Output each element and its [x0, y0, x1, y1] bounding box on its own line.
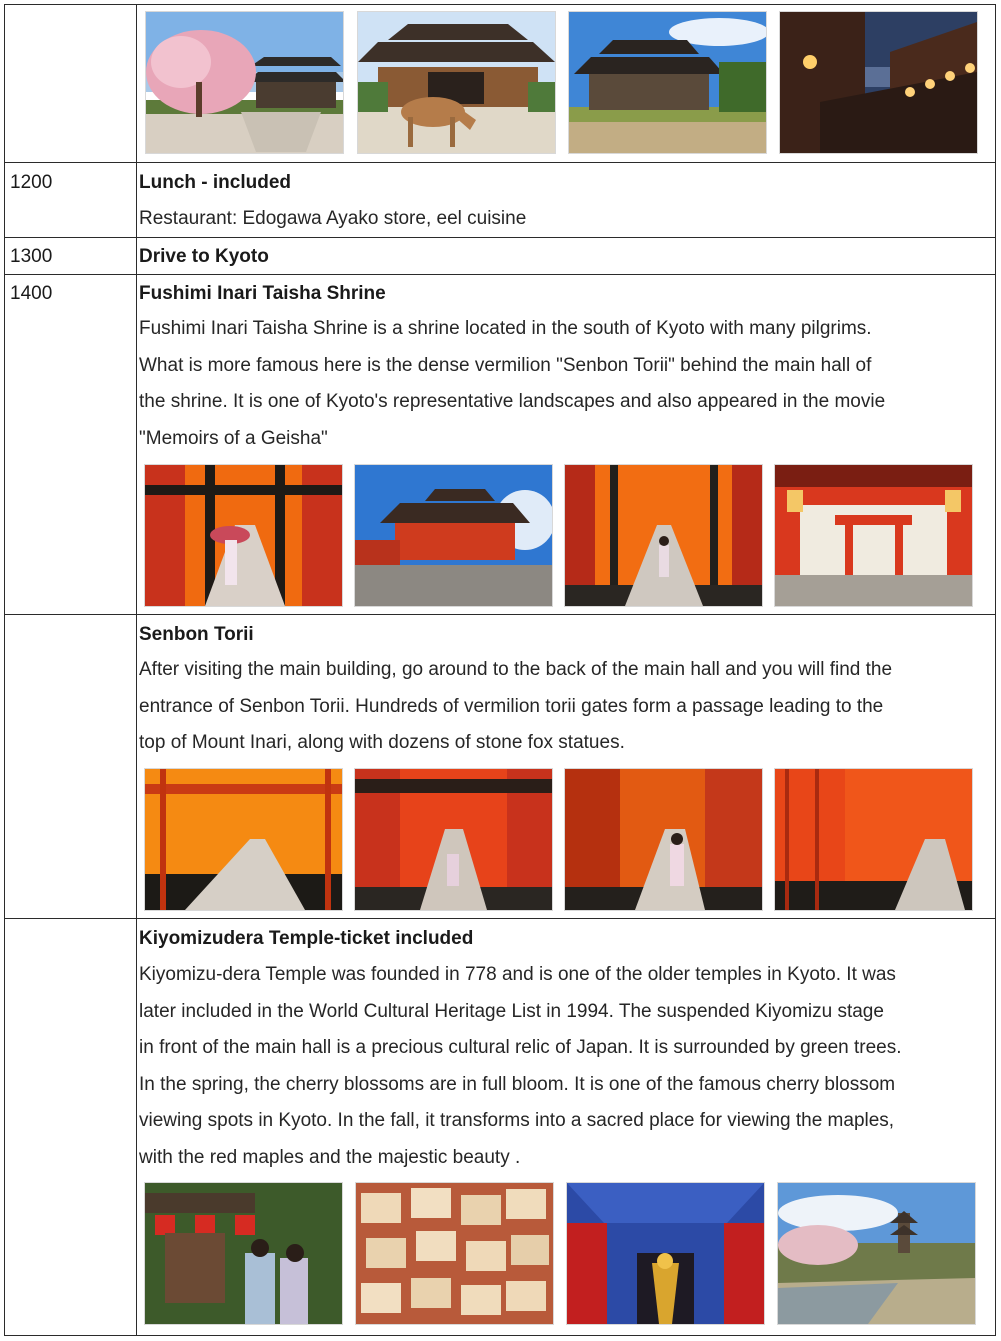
todaiji-cherry-blossom-photo: [146, 12, 343, 153]
ema-prayer-plaques-photo: [356, 1183, 553, 1324]
todaiji-photo-row: [140, 12, 980, 154]
drive-title: Drive to Kyoto: [139, 246, 269, 267]
torii-tunnel-umbrella-photo: [145, 465, 342, 606]
description-line: After visiting the main building, go around to the back of the main hall and you will find the: [139, 659, 893, 680]
column-divider: [136, 5, 137, 1335]
description-line: the shrine. It is one of Kyoto's representative landscapes and also appeared in the movie: [139, 391, 886, 412]
lunch-restaurant: Restaurant: Edogawa Ayako store, eel cuisine: [139, 208, 527, 229]
kimono-visitors-lanterns-photo: [145, 1183, 342, 1324]
lunch-title: Lunch - included: [139, 172, 291, 193]
torii-tunnel-kimono-front-photo: [355, 769, 552, 910]
shrine-gate-lanterns-photo: [775, 465, 972, 606]
fushimi-inari-photo-row: [140, 465, 980, 607]
fushimi-inari-description: [139, 311, 978, 457]
row-divider: [5, 918, 995, 919]
description-line: viewing spots in Kyoto. In the fall, it transforms into a sacred place for viewing the maples,: [139, 1110, 895, 1131]
senbon-torii-description: [139, 652, 978, 762]
description-line: Fushimi Inari Taisha Shrine is a shrine located in the south of Kyoto with many pilgrims.: [139, 318, 872, 339]
torii-tunnel-curve-photo: [145, 769, 342, 910]
description-line: in front of the main hall is a precious cultural relic of Japan. It is surrounded by green trees.: [139, 1037, 902, 1058]
shrine-hall-sunburst-photo: [355, 465, 552, 606]
fushimi-inari-title: Fushimi Inari Taisha Shrine: [139, 283, 386, 304]
temple-corridor-lanterns-photo: [780, 12, 977, 153]
kiyomizudera-description: [139, 957, 978, 1176]
description-line: In the spring, the cherry blossoms are in full bloom. It is one of the famous cherry blossom: [139, 1073, 896, 1095]
todaiji-gate-deer-photo: [358, 12, 555, 153]
torii-tunnel-kimono-side-photo: [565, 769, 762, 910]
senbon-torii-title: Senbon Torii: [139, 624, 254, 645]
senbon-torii-photo-row: [140, 769, 980, 911]
row-divider: [5, 274, 995, 275]
torii-tunnel-perspective-photo: [775, 769, 972, 910]
description-line: Kiyomizu-dera Temple was founded in 778 and is one of the older temples in Kyoto. It was: [139, 964, 896, 985]
pagoda-pond-garden-photo: [778, 1183, 975, 1324]
kiyomizudera-title: Kiyomizudera Temple-ticket included: [139, 928, 474, 949]
todaiji-great-buddha-hall-photo: [569, 12, 766, 153]
kiyomizudera-photo-row: [140, 1183, 980, 1325]
description-line: entrance of Senbon Torii. Hundreds of vermilion torii gates form a passage leading to the: [139, 695, 884, 717]
row-divider: [5, 614, 995, 615]
torii-path-walker-photo: [565, 465, 762, 606]
time-1400: 1400: [10, 283, 53, 304]
description-line: with the red maples and the majestic beauty .: [139, 1146, 521, 1168]
row-divider: [5, 162, 995, 163]
row-divider: [5, 237, 995, 238]
time-1200: 1200: [10, 172, 53, 193]
description-line: What is more famous here is the dense vermilion "Senbon Torii" behind the main hall of: [139, 354, 872, 376]
temple-interior-golden-shrine-photo: [567, 1183, 764, 1324]
description-line: "Memoirs of a Geisha": [139, 427, 328, 449]
description-line: top of Mount Inari, along with dozens of stone fox statues.: [139, 732, 625, 753]
description-line: later included in the World Cultural Heritage List in 1994. The suspended Kiyomizu stage: [139, 1000, 884, 1022]
time-1300: 1300: [10, 246, 53, 267]
